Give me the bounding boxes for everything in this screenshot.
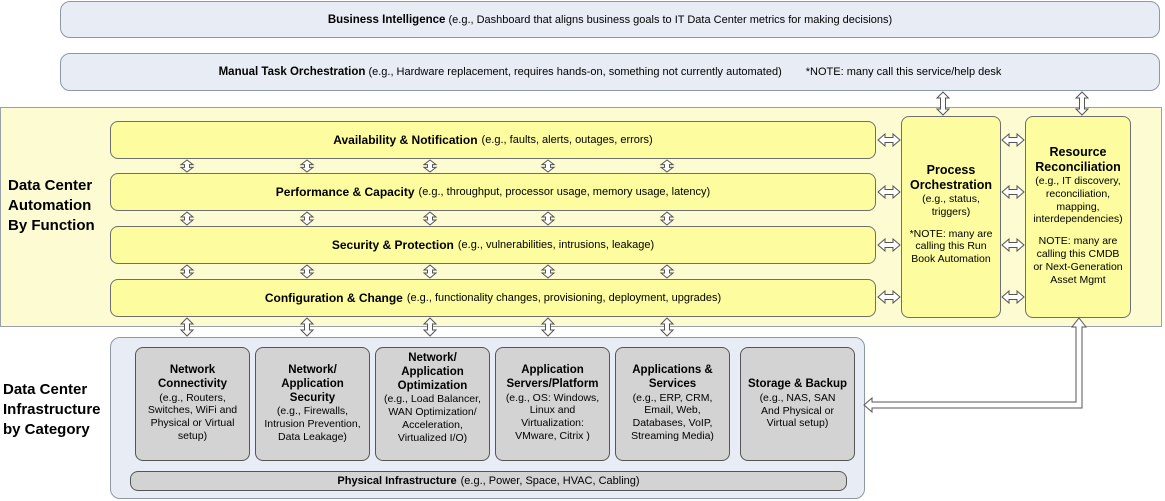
double-arrow-icon	[424, 212, 436, 225]
function-detail: (e.g., throughput, processor usage, memory usage, latency)	[418, 186, 711, 198]
double-arrow-icon	[661, 212, 673, 225]
double-arrow-icon	[878, 291, 900, 303]
double-arrow-icon	[661, 160, 673, 172]
double-arrow-icon	[424, 160, 436, 172]
manual-task-note: *NOTE: many call this service/help desk	[805, 66, 1002, 78]
elbow-arrow-icon	[864, 318, 1086, 412]
infrastructure-label: Data Center Infrastructure by Category	[3, 381, 101, 438]
double-arrow-icon	[542, 212, 554, 225]
double-arrow-icon	[301, 265, 313, 278]
business-intelligence-detail: (e.g., Dashboard that aligns business goals to IT Data Center metrics for making decisions)	[448, 13, 893, 26]
double-arrow-icon	[1076, 92, 1088, 115]
double-arrow-icon	[1002, 291, 1024, 303]
category-network-connectivity: Network Connectivity (e.g., Routers, Switches, WiFi and Physical or Virtual setup)	[135, 347, 250, 461]
double-arrow-icon	[542, 318, 554, 336]
function-detail: (e.g., vulnerabilities, intrusions, leakage)	[457, 239, 655, 251]
double-arrow-icon	[661, 265, 673, 278]
automation-label: Data Center Automation By Function	[8, 177, 95, 234]
category-applications-services: Applications & Services (e.g., ERP, CRM, Email, Web, Databases, VoIP, Streaming Media)	[615, 347, 730, 461]
double-arrow-icon	[301, 318, 313, 336]
double-arrow-icon	[1002, 239, 1024, 251]
double-arrow-icon	[301, 160, 313, 172]
function-title: Configuration & Change	[264, 291, 403, 305]
double-arrow-icon	[878, 186, 900, 198]
double-arrow-icon	[1002, 186, 1024, 198]
business-intelligence-title: Business Intelligence	[327, 13, 446, 26]
double-arrow-icon	[181, 265, 193, 278]
resource-reconciliation-box: Resource Reconciliation (e.g., IT discovery, reconciliation, mapping, interdependencies) NOTE: many are calling this CMDB or Next-Generation Asset Mgmt	[1025, 116, 1131, 318]
double-arrow-icon	[878, 134, 900, 146]
manual-task-detail: (e.g., Hardware replacement, requires hands-on, something not currently automated)	[368, 66, 782, 78]
double-arrow-icon	[424, 318, 436, 336]
double-arrow-icon	[181, 160, 193, 172]
physical-infrastructure-title: Physical Infrastructure	[337, 475, 457, 487]
function-title: Security & Protection	[331, 238, 454, 252]
double-arrow-icon	[937, 92, 949, 115]
double-arrow-icon	[542, 160, 554, 172]
category-network-application-optimization: Network/ Application Optimization (e.g., Load Balancer, WAN Optimization/ Acceleration, Virtualized I/O)	[375, 347, 490, 461]
double-arrow-icon	[542, 265, 554, 278]
category-storage-backup: Storage & Backup (e.g., NAS, SAN And Physical or Virtual setup)	[740, 347, 855, 461]
double-arrow-icon	[661, 318, 673, 336]
function-detail: (e.g., faults, alerts, outages, errors)	[481, 134, 653, 146]
category-application-servers-platform: Application Servers/Platform (e.g., OS: Windows, Linux and Virtualization: VMware, Citrix )	[495, 347, 610, 461]
double-arrow-icon	[424, 265, 436, 278]
physical-infrastructure-detail: (e.g., Power, Space, HVAC, Cabling)	[460, 475, 640, 487]
double-arrow-icon	[301, 212, 313, 225]
double-arrow-icon	[181, 318, 193, 336]
double-arrow-icon	[878, 239, 900, 251]
function-detail: (e.g., functionality changes, provisioning, deployment, upgrades)	[406, 292, 722, 304]
process-orchestration-box: Process Orchestration (e.g., status, triggers) *NOTE: many are calling this Run Book Automation	[901, 116, 1001, 318]
manual-task-title: Manual Task Orchestration	[218, 66, 366, 78]
category-network-application-security: Network/ Application Security (e.g., Firewalls, Intrusion Prevention, Data Leakage)	[255, 347, 370, 461]
function-title: Availability & Notification	[333, 133, 478, 147]
function-title: Performance & Capacity	[275, 185, 415, 199]
double-arrow-icon	[181, 212, 193, 225]
double-arrow-icon	[1002, 134, 1024, 146]
